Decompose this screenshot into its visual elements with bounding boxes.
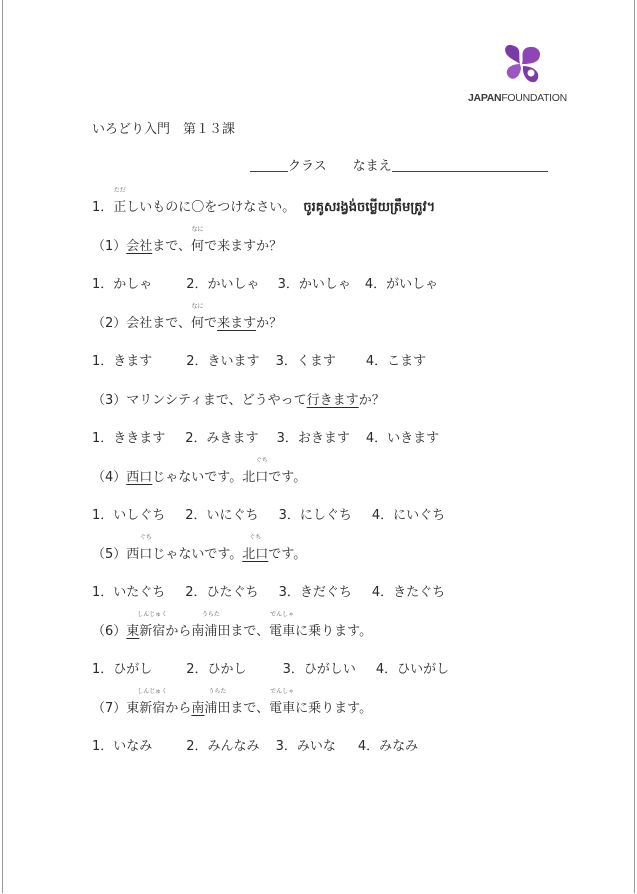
ruby-word: 何 なに bbox=[191, 226, 205, 254]
instruction-text: しいものに〇をつけなさい。 bbox=[126, 200, 296, 215]
answer-option[interactable]: 1．いたぐち bbox=[92, 585, 166, 600]
question-text: で来ますか？ bbox=[204, 239, 283, 254]
question-text: じゃないです。 bbox=[152, 547, 243, 562]
question-text: で bbox=[204, 316, 218, 331]
ruby-word: 何 なに bbox=[191, 303, 205, 331]
name-blank[interactable] bbox=[392, 157, 548, 172]
ruby-word: 口 ぐち bbox=[139, 534, 153, 562]
question-text: 北 bbox=[242, 470, 256, 485]
ruby-word: 電車 でんしゃ bbox=[269, 688, 296, 716]
question-text: まで、 bbox=[152, 239, 192, 254]
answer-option[interactable]: 3．かいしゃ bbox=[277, 277, 351, 292]
ruby-word: 新宿 しんじゅく bbox=[137, 611, 168, 639]
question-text: か？ bbox=[358, 393, 385, 408]
answer-option[interactable]: 1．ひがし bbox=[92, 662, 153, 677]
answer-option[interactable]: 4．きたぐち bbox=[371, 585, 446, 600]
instruction-number: 1． bbox=[92, 200, 114, 215]
question-text: 西 bbox=[126, 547, 140, 562]
ruby-word: 電車 でんしゃ bbox=[269, 611, 296, 639]
ruby-word: 南浦田 うらた bbox=[191, 611, 231, 639]
ruby-word: 新宿 しんじゅく bbox=[137, 688, 168, 716]
answer-option[interactable]: 4．がいしゃ bbox=[364, 277, 439, 292]
name-label: なまえ bbox=[352, 159, 392, 174]
question-text: です。 bbox=[268, 470, 307, 485]
answer-option[interactable]: 4．こます bbox=[365, 354, 427, 369]
answer-option[interactable]: 2．きいます bbox=[186, 354, 260, 369]
class-label: クラス bbox=[288, 159, 327, 174]
answer-option[interactable]: 2．みんなみ bbox=[186, 739, 260, 754]
answer-option[interactable]: 1．かしゃ bbox=[92, 277, 153, 292]
question-number: （3） bbox=[92, 393, 127, 408]
question-7 bbox=[92, 688, 373, 716]
question-2 bbox=[92, 303, 283, 331]
answer-option[interactable]: 3．きだぐち bbox=[278, 585, 352, 600]
question-number: （6） bbox=[92, 624, 127, 639]
answer-option[interactable]: 4．いきます bbox=[365, 431, 440, 446]
question-text: から bbox=[165, 624, 192, 639]
question-text: まで、 bbox=[230, 624, 270, 639]
answer-option[interactable]: 3．おきます bbox=[276, 431, 350, 446]
class-name-line bbox=[250, 155, 548, 174]
answer-option[interactable]: 4．ひいがし bbox=[375, 662, 450, 677]
page-title: いろどり入門 第１３課 bbox=[92, 122, 236, 137]
options-row-5 bbox=[92, 581, 445, 600]
options-row-7 bbox=[92, 735, 418, 754]
question-number: （1） bbox=[92, 239, 127, 254]
answer-option[interactable]: 3．みいな bbox=[275, 739, 336, 754]
question-3 bbox=[92, 389, 385, 408]
options-row-3 bbox=[92, 427, 439, 446]
options-row-1 bbox=[92, 273, 438, 292]
question-text: まで、 bbox=[230, 701, 270, 716]
question-number: （4） bbox=[92, 470, 127, 485]
answer-option[interactable]: 2．いにぐち bbox=[185, 508, 259, 523]
answer-option[interactable]: 2．ひかし bbox=[186, 662, 247, 677]
ruby-word: 北口 ぐち bbox=[242, 534, 269, 562]
answer-option[interactable]: 1．いなみ bbox=[92, 739, 153, 754]
answer-option[interactable]: 3．くます bbox=[275, 354, 336, 369]
answer-option[interactable]: 3．にしぐち bbox=[278, 508, 352, 523]
question-number: （2） bbox=[92, 316, 127, 331]
underlined-word: 行きます bbox=[306, 393, 359, 408]
instruction bbox=[92, 187, 436, 218]
class-blank[interactable] bbox=[250, 157, 288, 172]
underlined-word: 来ます bbox=[217, 316, 257, 331]
answer-option[interactable]: 4．にいぐち bbox=[371, 508, 446, 523]
underlined-word: 東 bbox=[126, 624, 140, 639]
question-text: 会社まで、 bbox=[126, 316, 192, 331]
question-text: じゃないです。 bbox=[152, 470, 243, 485]
answer-option[interactable]: 2．みきます bbox=[185, 431, 259, 446]
question-text: に乗ります。 bbox=[295, 624, 373, 639]
underlined-word: 西口 bbox=[126, 470, 153, 485]
question-6 bbox=[92, 611, 373, 639]
question-number: （7） bbox=[92, 701, 127, 716]
ruby-word: 正 ただ bbox=[113, 187, 127, 215]
question-5 bbox=[92, 534, 307, 562]
underlined-word: 会社 bbox=[126, 239, 153, 254]
logo-wordmark: JAPANFOUNDATION bbox=[468, 92, 567, 104]
question-1 bbox=[92, 226, 283, 254]
options-row-2 bbox=[92, 350, 426, 369]
answer-option[interactable]: 1．きます bbox=[92, 354, 153, 369]
question-number: （5） bbox=[92, 547, 127, 562]
options-row-4 bbox=[92, 504, 445, 523]
answer-option[interactable]: 2．ひたぐち bbox=[185, 585, 259, 600]
japan-foundation-logo bbox=[468, 42, 567, 106]
answer-option[interactable]: 1．いしぐち bbox=[92, 508, 166, 523]
question-4 bbox=[92, 457, 307, 485]
options-row-6 bbox=[92, 658, 449, 677]
ruby-word: 浦田 うらた bbox=[204, 688, 231, 716]
answer-option[interactable]: 4．みなみ bbox=[357, 739, 419, 754]
underlined-word: 南 bbox=[191, 701, 205, 716]
question-text: に乗ります。 bbox=[295, 701, 373, 716]
question-text: マリンシティまで、どうやって bbox=[126, 393, 307, 408]
question-text: から bbox=[165, 701, 192, 716]
butterfly-icon bbox=[500, 42, 546, 86]
question-text: か？ bbox=[256, 316, 283, 331]
answer-option[interactable]: 3．ひがしい bbox=[282, 662, 356, 677]
question-text: 東 bbox=[126, 701, 140, 716]
instruction-khmer: ចូរគូសរង្វង់ចម្លើយត្រឹមត្រូវ។ bbox=[303, 200, 436, 215]
question-text: です。 bbox=[268, 547, 307, 562]
answer-option[interactable]: 2．かいしゃ bbox=[186, 277, 260, 292]
answer-option[interactable]: 1．ききます bbox=[92, 431, 166, 446]
ruby-word: 口 ぐち bbox=[255, 457, 269, 485]
